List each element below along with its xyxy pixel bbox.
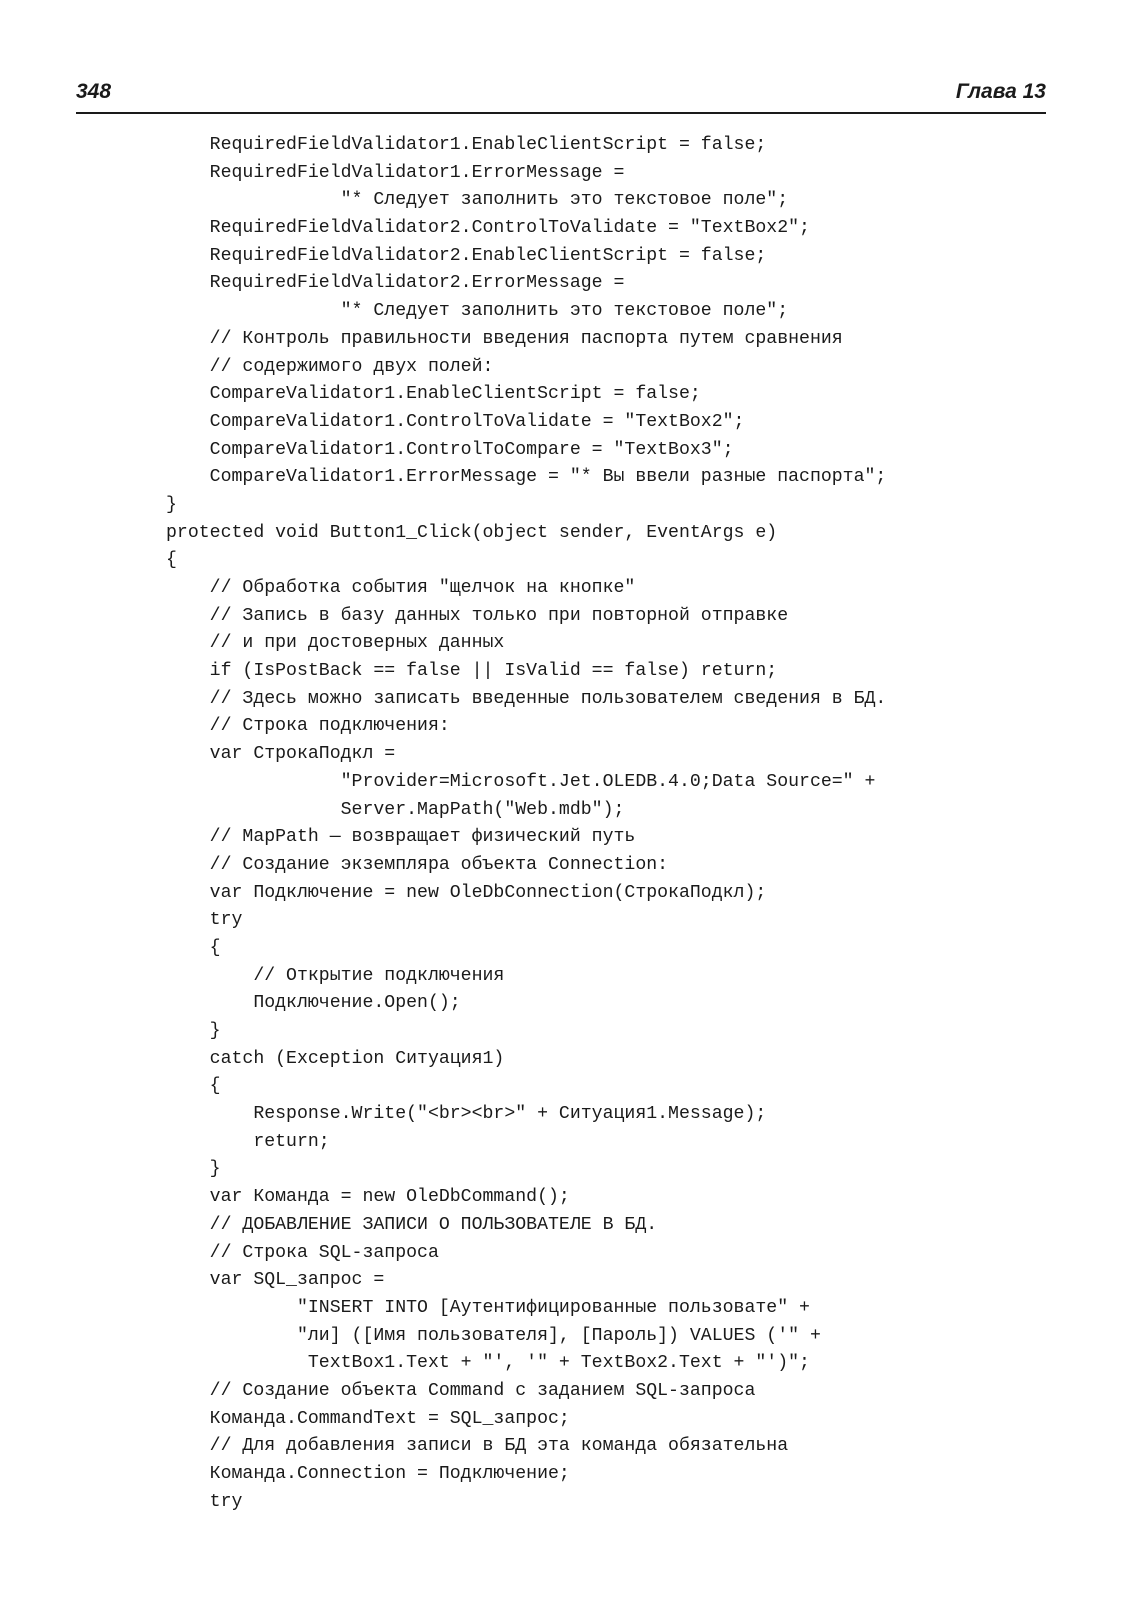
code-line: // Создание экземпляра объекта Connection: — [166, 854, 669, 875]
code-line: RequiredFieldValidator2.ErrorMessage = — [166, 273, 625, 294]
code-listing — [166, 132, 1046, 1516]
code-line: // и при достоверных данных — [166, 633, 505, 654]
page-number: 348 — [76, 80, 112, 103]
code-line: "* Следует заполнить это текстовое поле"; — [166, 190, 789, 211]
code-line: return; — [166, 1131, 330, 1152]
code-line: // MapPath — возвращает физический путь — [166, 827, 636, 848]
code-line: catch (Exception Ситуация1) — [166, 1048, 505, 1069]
code-line: CompareValidator1.ControlToCompare = "TextBox3"; — [166, 439, 734, 460]
code-line: Команда.Connection = Подключение; — [166, 1464, 570, 1484]
code-line: } — [166, 1021, 221, 1041]
code-line: // Строка подключения: — [166, 716, 450, 737]
code-line: var СтрокаПодкл = — [166, 744, 396, 765]
code-line: RequiredFieldValidator2.EnableClientScript = false; — [166, 245, 767, 266]
code-line: try — [166, 1491, 243, 1512]
page-header — [76, 78, 1046, 114]
code-line: // Строка SQL-запроса — [166, 1242, 439, 1263]
code-line: RequiredFieldValidator1.ErrorMessage = — [166, 162, 625, 183]
code-line: Response.Write("<br><br>" + Ситуация1.Message); — [166, 1104, 767, 1125]
code-line: { — [166, 550, 177, 571]
code-line: "ли] ([Имя пользователя], [Пароль]) VALUES ('" + — [166, 1325, 821, 1346]
code-line: "INSERT INTO [Аутентифицированные пользовате" + — [166, 1297, 810, 1318]
code-line: // Запись в базу данных только при повторной отправке — [166, 605, 789, 626]
code-line: // Для добавления записи в БД эта команда обязательна — [166, 1436, 789, 1457]
code-line: "Provider=Microsoft.Jet.OLEDB.4.0;Data Source=" + — [166, 771, 876, 792]
code-line: var SQL_запрос = — [166, 1270, 385, 1291]
code-line: // Обработка события "щелчок на кнопке" — [166, 578, 636, 598]
code-line: protected void Button1_Click(object sender, EventArgs e) — [166, 522, 778, 543]
code-line: CompareValidator1.ControlToValidate = "TextBox2"; — [166, 411, 745, 432]
code-line: } — [166, 494, 177, 515]
code-line: { — [166, 1076, 221, 1097]
code-line: RequiredFieldValidator1.EnableClientScript = false; — [166, 135, 767, 155]
code-line: TextBox1.Text + "', '" + TextBox2.Text + "')"; — [166, 1353, 810, 1374]
code-line: // Создание объекта Command с заданием SQL-запроса — [166, 1380, 756, 1401]
code-line: CompareValidator1.ErrorMessage = "* Вы ввели разные паспорта"; — [166, 467, 887, 488]
code-line: "* Следует заполнить это текстовое поле"; — [166, 301, 789, 322]
code-line: // Открытие подключения — [166, 965, 505, 986]
code-line: try — [166, 910, 243, 931]
code-line: var Команда = new OleDbCommand(); — [166, 1187, 570, 1208]
code-line: Подключение.Open(); — [166, 993, 461, 1014]
chapter-title: Глава 13 — [955, 80, 1046, 103]
code-line: } — [166, 1159, 221, 1180]
code-line: CompareValidator1.EnableClientScript = false; — [166, 384, 701, 405]
code-line: // Контроль правильности введения паспорта путем сравнения — [166, 328, 843, 349]
code-line: // Здесь можно записать введенные пользователем сведения в БД. — [166, 688, 887, 709]
code-line: if (IsPostBack == false || IsValid == false) return; — [166, 661, 778, 682]
code-line: var Подключение = new OleDbConnection(СтрокаПодкл); — [166, 882, 767, 903]
code-line: Server.MapPath("Web.mdb"); — [166, 799, 625, 820]
code-line: // ДОБАВЛЕНИЕ ЗАПИСИ О ПОЛЬЗОВАТЕЛЕ В БД. — [166, 1214, 658, 1235]
code-line: Команда.CommandText = SQL_запрос; — [166, 1408, 570, 1429]
code-line: RequiredFieldValidator2.ControlToValidate = "TextBox2"; — [166, 218, 810, 239]
code-line: // содержимого двух полей: — [166, 356, 494, 377]
code-line: { — [166, 937, 221, 958]
